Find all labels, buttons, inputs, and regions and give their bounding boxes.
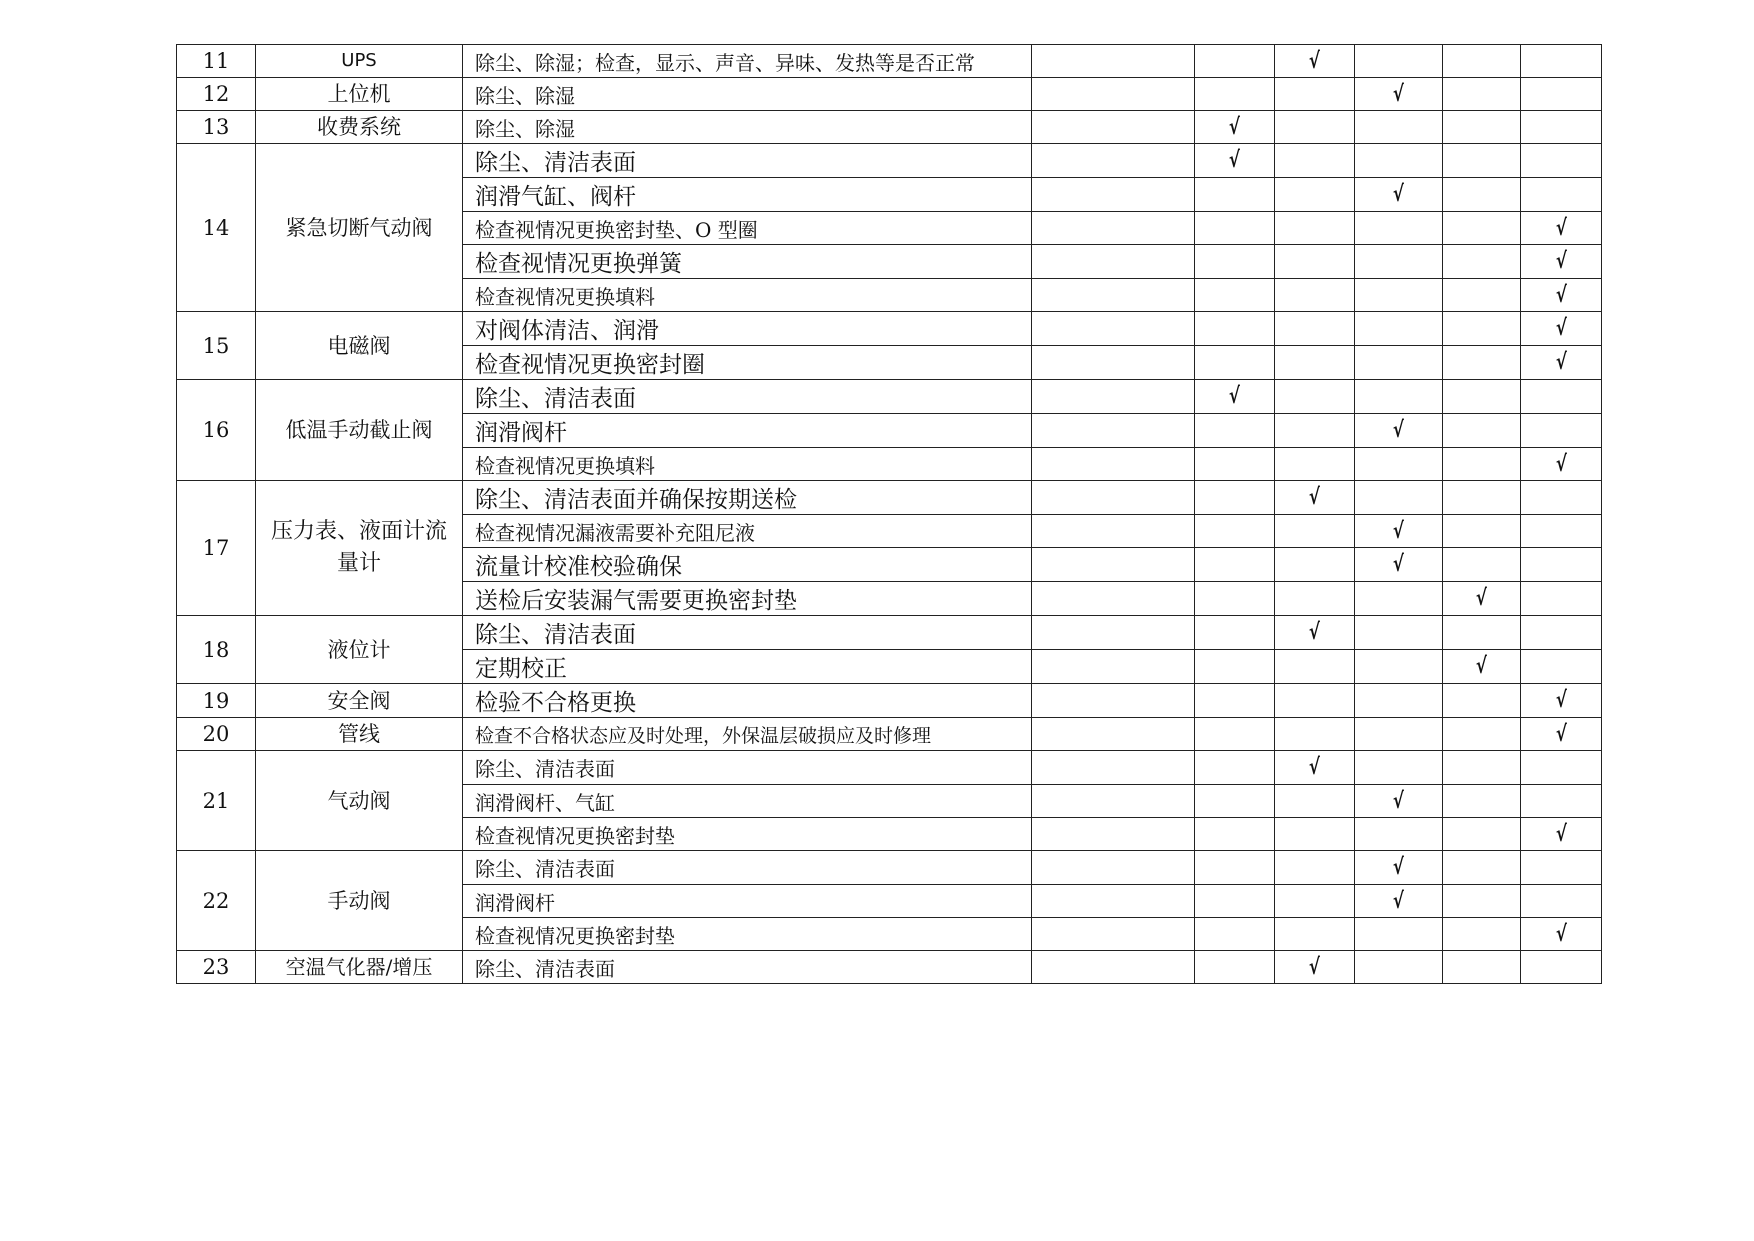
period-cell [1195, 45, 1275, 78]
period-cell [1443, 582, 1521, 616]
period-cell [1521, 751, 1602, 785]
period-cell [1443, 650, 1521, 684]
period-cell [1443, 245, 1521, 279]
check-mark-icon: √ [1392, 888, 1405, 914]
period-cell [1355, 78, 1443, 111]
period-cell [1275, 144, 1355, 178]
maintenance-item: 流量计校准校验确保 [463, 548, 1032, 582]
remark-cell [1032, 548, 1195, 582]
period-cell [1355, 346, 1443, 380]
period-cell [1195, 951, 1275, 984]
period-cell [1521, 380, 1602, 414]
remark-cell [1032, 885, 1195, 918]
maintenance-item: 检查视情况更换密封垫 [463, 918, 1032, 951]
period-cell [1355, 582, 1443, 616]
period-cell [1355, 279, 1443, 312]
period-cell [1275, 751, 1355, 785]
period-cell [1195, 279, 1275, 312]
period-cell [1195, 851, 1275, 885]
period-cell [1521, 78, 1602, 111]
period-cell [1443, 212, 1521, 245]
period-cell [1521, 885, 1602, 918]
check-mark-icon: √ [1555, 688, 1567, 713]
period-cell [1521, 818, 1602, 851]
remark-cell [1032, 684, 1195, 718]
period-cell [1275, 885, 1355, 918]
device-name: 收费系统 [256, 111, 463, 144]
period-cell [1355, 178, 1443, 212]
row-number: 18 [177, 616, 256, 684]
row-number: 13 [177, 111, 256, 144]
maintenance-table [176, 44, 1602, 984]
maintenance-item: 除尘、清洁表面 [463, 144, 1032, 178]
period-cell [1275, 212, 1355, 245]
period-cell [1275, 178, 1355, 212]
period-cell [1355, 885, 1443, 918]
period-cell [1195, 650, 1275, 684]
check-mark-icon: √ [1308, 48, 1321, 74]
period-cell [1275, 111, 1355, 144]
period-cell [1521, 144, 1602, 178]
check-mark-icon: √ [1308, 620, 1321, 645]
period-cell [1443, 448, 1521, 481]
period-cell [1521, 448, 1602, 481]
period-cell [1195, 448, 1275, 481]
period-cell [1275, 481, 1355, 515]
remark-cell [1032, 751, 1195, 785]
row-number: 20 [177, 718, 256, 751]
period-cell [1355, 818, 1443, 851]
maintenance-item: 除尘、清洁表面 [463, 851, 1032, 885]
remark-cell [1032, 515, 1195, 548]
maintenance-item: 检查视情况更换密封垫 [463, 818, 1032, 851]
period-cell [1355, 918, 1443, 951]
period-cell [1443, 312, 1521, 346]
period-cell [1521, 851, 1602, 885]
device-name: UPS [256, 45, 463, 78]
maintenance-item: 润滑阀杆 [463, 414, 1032, 448]
row-number: 23 [177, 951, 256, 984]
table-row [177, 111, 1602, 144]
period-cell [1275, 414, 1355, 448]
period-cell [1521, 582, 1602, 616]
check-mark-icon: √ [1555, 350, 1567, 375]
period-cell [1275, 718, 1355, 751]
maintenance-item: 除尘、清洁表面 [463, 951, 1032, 984]
row-number: 12 [177, 78, 256, 111]
period-cell [1195, 818, 1275, 851]
period-cell [1521, 212, 1602, 245]
period-cell [1355, 312, 1443, 346]
table-row [177, 78, 1602, 111]
period-cell [1521, 684, 1602, 718]
period-cell [1521, 279, 1602, 312]
maintenance-item: 检查视情况更换填料 [463, 448, 1032, 481]
period-cell [1355, 851, 1443, 885]
remark-cell [1032, 144, 1195, 178]
period-cell [1195, 144, 1275, 178]
remark-cell [1032, 346, 1195, 380]
maintenance-item: 润滑阀杆 [463, 885, 1032, 918]
maintenance-item: 润滑气缸、阀杆 [463, 178, 1032, 212]
period-cell [1355, 144, 1443, 178]
device-name: 气动阀 [256, 751, 463, 851]
maintenance-item: 除尘、清洁表面并确保按期送检 [463, 481, 1032, 515]
remark-cell [1032, 851, 1195, 885]
period-cell [1521, 312, 1602, 346]
period-cell [1195, 212, 1275, 245]
period-cell [1443, 380, 1521, 414]
check-mark-icon: √ [1555, 451, 1567, 477]
period-cell [1443, 548, 1521, 582]
period-cell [1355, 448, 1443, 481]
remark-cell [1032, 212, 1195, 245]
device-name: 手动阀 [256, 851, 463, 951]
table-row [177, 751, 1602, 785]
row-number: 17 [177, 481, 256, 616]
period-cell [1521, 785, 1602, 818]
period-cell [1355, 481, 1443, 515]
period-cell [1521, 951, 1602, 984]
period-cell [1521, 515, 1602, 548]
row-number: 11 [177, 45, 256, 78]
period-cell [1275, 78, 1355, 111]
period-cell [1275, 851, 1355, 885]
remark-cell [1032, 918, 1195, 951]
period-cell [1443, 785, 1521, 818]
period-cell [1443, 414, 1521, 448]
remark-cell [1032, 582, 1195, 616]
row-number: 14 [177, 144, 256, 312]
period-cell [1355, 785, 1443, 818]
period-cell [1521, 616, 1602, 650]
period-cell [1195, 380, 1275, 414]
device-name: 压力表、液面计流量计 [256, 481, 463, 616]
period-cell [1275, 346, 1355, 380]
period-cell [1443, 45, 1521, 78]
period-cell [1521, 178, 1602, 212]
table-row [177, 718, 1602, 751]
period-cell [1355, 650, 1443, 684]
period-cell [1443, 918, 1521, 951]
period-cell [1355, 751, 1443, 785]
period-cell [1521, 414, 1602, 448]
period-cell [1275, 245, 1355, 279]
device-name: 紧急切断气动阀 [256, 144, 463, 312]
period-cell [1275, 951, 1355, 984]
period-cell [1443, 951, 1521, 984]
period-cell [1355, 212, 1443, 245]
period-cell [1195, 111, 1275, 144]
period-cell [1275, 548, 1355, 582]
check-mark-icon: √ [1555, 921, 1567, 947]
period-cell [1443, 515, 1521, 548]
period-cell [1443, 885, 1521, 918]
maintenance-item: 除尘、除湿；检查，显示、声音、异味、发热等是否正常 [463, 45, 1032, 78]
period-cell [1275, 582, 1355, 616]
period-cell [1355, 951, 1443, 984]
period-cell [1195, 481, 1275, 515]
period-cell [1443, 178, 1521, 212]
check-mark-icon: √ [1308, 755, 1321, 780]
check-mark-icon: √ [1392, 81, 1405, 107]
remark-cell [1032, 650, 1195, 684]
period-cell [1355, 616, 1443, 650]
period-cell [1275, 279, 1355, 312]
check-mark-icon: √ [1555, 249, 1567, 274]
device-name: 管线 [256, 718, 463, 751]
period-cell [1521, 111, 1602, 144]
period-cell [1521, 346, 1602, 380]
check-mark-icon: √ [1475, 586, 1488, 611]
period-cell [1195, 178, 1275, 212]
period-cell [1195, 751, 1275, 785]
device-name: 上位机 [256, 78, 463, 111]
period-cell [1521, 918, 1602, 951]
maintenance-item: 检查视情况更换密封圈 [463, 346, 1032, 380]
period-cell [1443, 616, 1521, 650]
period-cell [1275, 448, 1355, 481]
remark-cell [1032, 111, 1195, 144]
device-name: 液位计 [256, 616, 463, 684]
maintenance-item: 检查视情况更换密封垫、O 型圈 [463, 212, 1032, 245]
period-cell [1195, 414, 1275, 448]
remark-cell [1032, 45, 1195, 78]
maintenance-item: 检查不合格状态应及时处理，外保温层破损应及时修理 [463, 718, 1032, 751]
period-cell [1355, 718, 1443, 751]
remark-cell [1032, 481, 1195, 515]
period-cell [1195, 885, 1275, 918]
period-cell [1275, 45, 1355, 78]
period-cell [1195, 312, 1275, 346]
check-mark-icon: √ [1228, 114, 1241, 140]
table-row [177, 684, 1602, 718]
check-mark-icon: √ [1392, 518, 1405, 544]
check-mark-icon: √ [1308, 485, 1321, 510]
table-row [177, 616, 1602, 650]
maintenance-item: 除尘、除湿 [463, 78, 1032, 111]
period-cell [1521, 718, 1602, 751]
device-name: 安全阀 [256, 684, 463, 718]
row-number: 19 [177, 684, 256, 718]
period-cell [1443, 718, 1521, 751]
period-cell [1443, 279, 1521, 312]
check-mark-icon: √ [1228, 384, 1241, 409]
remark-cell [1032, 718, 1195, 751]
device-name: 电磁阀 [256, 312, 463, 380]
check-mark-icon: √ [1392, 552, 1405, 577]
period-cell [1521, 245, 1602, 279]
check-mark-icon: √ [1555, 282, 1567, 308]
table-row [177, 312, 1602, 346]
period-cell [1521, 650, 1602, 684]
remark-cell [1032, 312, 1195, 346]
period-cell [1275, 918, 1355, 951]
period-cell [1195, 515, 1275, 548]
period-cell [1195, 718, 1275, 751]
period-cell [1443, 144, 1521, 178]
remark-cell [1032, 448, 1195, 481]
period-cell [1443, 851, 1521, 885]
period-cell [1275, 616, 1355, 650]
maintenance-table-body [177, 45, 1602, 984]
remark-cell [1032, 951, 1195, 984]
period-cell [1195, 548, 1275, 582]
table-row [177, 45, 1602, 78]
remark-cell [1032, 279, 1195, 312]
maintenance-item: 除尘、清洁表面 [463, 616, 1032, 650]
check-mark-icon: √ [1392, 788, 1405, 814]
maintenance-item: 送检后安装漏气需要更换密封垫 [463, 582, 1032, 616]
period-cell [1355, 380, 1443, 414]
period-cell [1195, 78, 1275, 111]
period-cell [1521, 45, 1602, 78]
check-mark-icon: √ [1308, 954, 1321, 980]
row-number: 21 [177, 751, 256, 851]
row-number: 15 [177, 312, 256, 380]
device-name: 空温气化器/增压 [256, 951, 463, 984]
check-mark-icon: √ [1392, 418, 1405, 443]
period-cell [1443, 346, 1521, 380]
maintenance-item: 定期校正 [463, 650, 1032, 684]
maintenance-item: 检查视情况更换弹簧 [463, 245, 1032, 279]
table-row [177, 851, 1602, 885]
maintenance-item: 检验不合格更换 [463, 684, 1032, 718]
row-number: 16 [177, 380, 256, 481]
period-cell [1443, 684, 1521, 718]
check-mark-icon: √ [1475, 654, 1488, 679]
maintenance-item: 除尘、除湿 [463, 111, 1032, 144]
period-cell [1355, 684, 1443, 718]
period-cell [1355, 111, 1443, 144]
period-cell [1355, 515, 1443, 548]
remark-cell [1032, 380, 1195, 414]
period-cell [1275, 515, 1355, 548]
maintenance-item: 除尘、清洁表面 [463, 751, 1032, 785]
table-row [177, 144, 1602, 178]
period-cell [1443, 481, 1521, 515]
check-mark-icon: √ [1555, 721, 1567, 747]
device-name: 低温手动截止阀 [256, 380, 463, 481]
remark-cell [1032, 818, 1195, 851]
maintenance-item: 检查视情况更换填料 [463, 279, 1032, 312]
period-cell [1355, 548, 1443, 582]
period-cell [1195, 245, 1275, 279]
remark-cell [1032, 78, 1195, 111]
row-number: 22 [177, 851, 256, 951]
maintenance-item: 对阀体清洁、润滑 [463, 312, 1032, 346]
maintenance-item: 检查视情况漏液需要补充阻尼液 [463, 515, 1032, 548]
period-cell [1443, 751, 1521, 785]
period-cell [1195, 684, 1275, 718]
period-cell [1195, 918, 1275, 951]
period-cell [1443, 111, 1521, 144]
check-mark-icon: √ [1228, 148, 1241, 173]
period-cell [1355, 245, 1443, 279]
check-mark-icon: √ [1555, 316, 1567, 341]
period-cell [1443, 78, 1521, 111]
period-cell [1275, 818, 1355, 851]
period-cell [1355, 414, 1443, 448]
maintenance-item: 润滑阀杆、气缸 [463, 785, 1032, 818]
check-mark-icon: √ [1555, 215, 1567, 241]
remark-cell [1032, 414, 1195, 448]
remark-cell [1032, 245, 1195, 279]
check-mark-icon: √ [1392, 855, 1405, 880]
period-cell [1355, 45, 1443, 78]
period-cell [1275, 785, 1355, 818]
period-cell [1521, 548, 1602, 582]
maintenance-item: 除尘、清洁表面 [463, 380, 1032, 414]
period-cell [1195, 616, 1275, 650]
remark-cell [1032, 178, 1195, 212]
table-row [177, 481, 1602, 515]
table-row [177, 951, 1602, 984]
remark-cell [1032, 616, 1195, 650]
period-cell [1443, 818, 1521, 851]
period-cell [1275, 684, 1355, 718]
table-row [177, 380, 1602, 414]
period-cell [1275, 380, 1355, 414]
check-mark-icon: √ [1392, 182, 1405, 207]
period-cell [1275, 312, 1355, 346]
period-cell [1521, 481, 1602, 515]
period-cell [1195, 346, 1275, 380]
remark-cell [1032, 785, 1195, 818]
period-cell [1195, 582, 1275, 616]
check-mark-icon: √ [1555, 821, 1567, 847]
period-cell [1275, 650, 1355, 684]
period-cell [1195, 785, 1275, 818]
